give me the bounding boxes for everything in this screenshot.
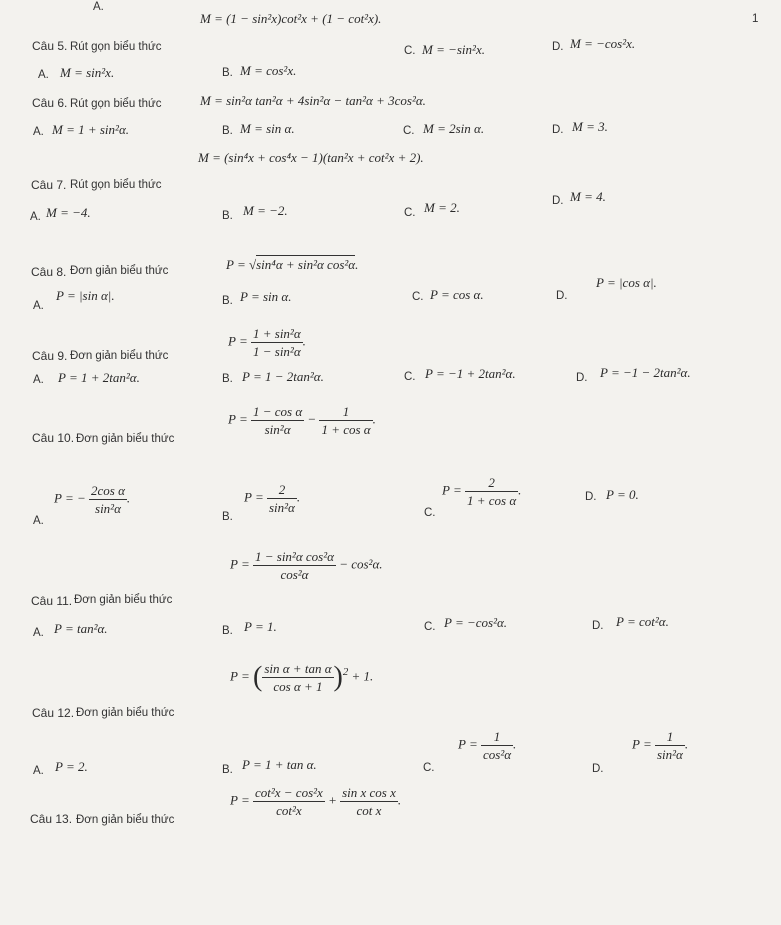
option-b-text[interactable]: P = 1. — [244, 619, 277, 634]
option-d-letter[interactable]: D. — [552, 124, 564, 136]
expr-lhs: P = — [230, 668, 250, 684]
question-stem: Đơn giản biểu thức — [70, 350, 169, 362]
option-d-letter[interactable]: D. — [556, 290, 568, 302]
question-stem: Đơn giản biểu thức — [76, 814, 175, 826]
fraction — [253, 550, 336, 581]
option-a-letter[interactable]: A. — [38, 69, 49, 81]
option-a-text[interactable]: P = tan²α. — [54, 621, 108, 636]
option-lhs: P = — [458, 736, 478, 752]
option-b-letter[interactable]: B. — [222, 67, 233, 79]
option-c-text[interactable]: M = −sin²x. — [422, 42, 485, 57]
question-expression — [230, 662, 373, 693]
fraction-2 — [319, 405, 372, 436]
fraction-numerator: 1 − cos α — [252, 404, 303, 419]
top-stub: A. — [93, 1, 104, 13]
fraction-numerator: 1 — [655, 730, 685, 746]
option-a-letter[interactable]: A. — [30, 211, 41, 223]
option-a-letter[interactable]: A. — [33, 515, 44, 527]
fraction-denominator: cot²x — [276, 803, 302, 818]
option-a-letter[interactable]: A. — [33, 627, 44, 639]
fraction — [262, 662, 333, 693]
option-d-letter[interactable]: D. — [592, 763, 604, 775]
option-c-letter[interactable]: C. — [412, 291, 424, 303]
fraction-denominator: sin²α — [268, 500, 295, 515]
question-label: Câu 13. — [30, 812, 73, 826]
option-d-letter[interactable]: D. — [585, 491, 597, 503]
question-stem: Đơn giản biểu thức — [74, 594, 173, 606]
expr-operator: + — [328, 792, 337, 808]
expr-lhs: P = — [228, 411, 248, 427]
expr-tail: + 1. — [351, 668, 374, 684]
option-d-text[interactable]: M = −cos²x. — [570, 36, 636, 51]
option-b-text[interactable]: M = −2. — [243, 203, 288, 218]
option-b-text[interactable]: M = sin α. — [240, 121, 295, 136]
question-expression: M = (1 − sin²x)cot²x + (1 − cot²x). — [200, 11, 382, 26]
fraction-denominator: sin²α — [656, 747, 683, 762]
option-lhs: P = — [244, 489, 264, 505]
option-b-letter[interactable]: B. — [222, 625, 233, 637]
option-c-text[interactable]: P = −1 + 2tan²α. — [425, 366, 516, 381]
option-a-letter[interactable]: A. — [33, 300, 44, 312]
option-b-text[interactable] — [244, 483, 300, 514]
question-expression — [230, 786, 401, 817]
option-b-letter[interactable]: B. — [222, 295, 233, 307]
expr-lhs: P = — [230, 556, 250, 572]
option-a-letter[interactable]: A. — [33, 126, 44, 138]
question-expression — [228, 405, 376, 436]
fraction-denominator: cos α + 1 — [273, 679, 323, 694]
question-label: Câu 10. — [32, 431, 75, 445]
option-b-text[interactable]: P = 1 − 2tan²α. — [242, 369, 324, 384]
option-c-letter[interactable]: C. — [404, 371, 416, 383]
option-d-text[interactable]: M = 4. — [570, 189, 606, 204]
expr-tail: . — [372, 411, 376, 427]
fraction — [251, 327, 303, 358]
option-c-letter[interactable]: C. — [404, 45, 416, 57]
option-d-letter[interactable]: D. — [552, 41, 564, 53]
question-stem: Rút gọn biểu thức — [70, 41, 162, 53]
option-c-letter[interactable]: C. — [403, 125, 415, 137]
option-d-text[interactable]: M = 3. — [572, 119, 608, 134]
question-label: Câu 7. — [31, 178, 67, 192]
option-c-text[interactable]: P = cos α. — [430, 287, 484, 302]
option-c-text[interactable]: P = −cos²α. — [444, 615, 508, 630]
option-c-text[interactable] — [442, 476, 521, 507]
option-d-text[interactable] — [632, 730, 688, 761]
expr-radicand: sin⁴α + sin²α cos²α — [256, 257, 356, 272]
option-a-text[interactable]: P = 1 + 2tan²α. — [58, 370, 140, 385]
option-d-text[interactable]: P = −1 − 2tan²α. — [600, 365, 691, 380]
fraction-numerator: 2cos α — [91, 483, 125, 498]
page-mark: 1 — [752, 13, 759, 25]
expr-operator: − — [307, 411, 317, 427]
fraction-numerator: 2 — [465, 476, 518, 492]
question-label: Câu 6. — [32, 96, 68, 110]
fraction-denominator: cot x — [356, 803, 382, 818]
fraction-numerator: 1 — [481, 730, 513, 746]
fraction — [655, 730, 685, 761]
option-tail: . — [126, 490, 131, 506]
fraction-denominator: cos²α — [482, 747, 512, 762]
option-lhs: P = — [632, 736, 652, 752]
option-tail: . — [513, 736, 517, 752]
fraction-denominator: sin²α — [95, 501, 121, 516]
question-stem: Rút gọn biểu thức — [70, 98, 162, 110]
fraction — [465, 476, 518, 507]
question-label: Câu 8. — [31, 265, 67, 279]
fraction-numerator: 2 — [267, 483, 297, 499]
option-c-text[interactable]: M = 2sin α. — [423, 121, 485, 136]
option-b-letter[interactable]: B. — [222, 210, 233, 222]
question-stem: Rút gọn biểu thức — [70, 179, 162, 191]
question-label: Câu 5. — [32, 39, 68, 53]
fraction-numerator: 1 + sin²α — [252, 326, 301, 341]
expr-lhs: P = — [228, 333, 248, 349]
fraction-1 — [253, 786, 325, 817]
question-stem: Đơn giản biểu thức — [76, 707, 175, 719]
fraction-numerator: 1 — [319, 405, 372, 421]
fraction-2 — [340, 786, 398, 817]
question-expression: M = sin²α tan²α + 4sin²α − tan²α + 3cos²α. — [200, 93, 426, 108]
option-c-text[interactable]: M = 2. — [424, 200, 460, 215]
option-b-letter[interactable]: B. — [222, 125, 233, 137]
fraction-1 — [251, 405, 304, 436]
option-a-text[interactable]: P = 2. — [55, 759, 88, 774]
fraction-numerator: 1 − sin²α cos²α — [254, 549, 334, 564]
option-c-letter[interactable]: C. — [424, 621, 436, 633]
expr-lhs: P = — [226, 257, 246, 272]
fraction-numerator: cot²x − cos²x — [254, 785, 323, 800]
fraction-numerator: sin x cos x — [342, 785, 396, 800]
question-expression — [228, 327, 306, 358]
option-d-letter[interactable]: D. — [552, 195, 564, 207]
fraction-denominator: sin²α — [264, 422, 291, 437]
question-stem: Đơn giản biểu thức — [76, 433, 175, 445]
option-b-letter[interactable]: B. — [222, 373, 233, 385]
fraction-numerator: sin α + tan α — [264, 661, 332, 676]
option-a-text[interactable]: P = |sin α|. — [56, 288, 115, 303]
option-a-text[interactable]: M = sin²x. — [60, 65, 115, 80]
question-label: Câu 9. — [32, 349, 68, 363]
option-d-text[interactable]: P = 0. — [606, 487, 639, 502]
exponent: 2 — [342, 666, 349, 679]
option-tail: . — [518, 482, 522, 498]
option-a-letter[interactable]: A. — [33, 374, 44, 386]
paren-open: ( — [252, 661, 263, 693]
question-label: Câu 12. — [32, 706, 75, 720]
option-a-text[interactable]: M = −4. — [46, 205, 91, 220]
expr-tail: . — [302, 333, 306, 349]
option-c-letter[interactable]: C. — [423, 762, 435, 774]
question-expression — [230, 550, 383, 581]
expr-lhs: P = — [230, 792, 250, 808]
option-b-text[interactable]: M = cos²x. — [240, 63, 297, 78]
expr-tail: . — [397, 792, 402, 808]
fraction — [267, 483, 297, 514]
option-c-text[interactable] — [458, 730, 516, 761]
expr-tail: − cos²α. — [339, 556, 383, 572]
question-label: Câu 11. — [31, 594, 73, 608]
fraction-denominator: 1 + cos α — [466, 493, 517, 508]
option-a-text[interactable]: M = 1 + sin²α. — [52, 122, 130, 137]
question-expression: P = √sin⁴α + sin²α cos²α. — [226, 257, 359, 272]
option-b-text[interactable]: P = 1 + tan α. — [242, 757, 317, 772]
fraction — [89, 484, 127, 515]
option-d-letter[interactable]: D. — [576, 372, 588, 384]
fraction-denominator: 1 + cos α — [321, 422, 371, 437]
option-a-letter[interactable]: A. — [33, 765, 44, 777]
option-d-text[interactable]: P = cot²α. — [616, 614, 669, 629]
option-c-letter[interactable]: C. — [404, 207, 416, 219]
option-b-letter[interactable]: B. — [222, 764, 233, 776]
option-lhs: P = — [442, 482, 462, 498]
question-stem: Đơn giản biểu thức — [70, 265, 169, 277]
option-b-text[interactable]: P = sin α. — [240, 289, 292, 304]
option-d-text[interactable]: P = |cos α|. — [596, 275, 657, 290]
fraction-denominator: 1 − sin²α — [252, 344, 301, 359]
question-expression: M = (sin⁴x + cos⁴x − 1)(tan²x + cot²x + 2). — [198, 150, 424, 165]
option-tail: . — [684, 736, 689, 752]
option-c-letter[interactable]: C. — [424, 507, 436, 519]
fraction — [481, 730, 513, 761]
option-tail: . — [296, 489, 301, 505]
option-a-text[interactable] — [54, 484, 130, 515]
paren-close: ) — [333, 661, 343, 693]
option-b-letter[interactable]: B. — [222, 511, 233, 523]
fraction-denominator: cos²α — [280, 567, 309, 582]
option-d-letter[interactable]: D. — [592, 620, 604, 632]
option-lhs: P = − — [54, 490, 86, 506]
